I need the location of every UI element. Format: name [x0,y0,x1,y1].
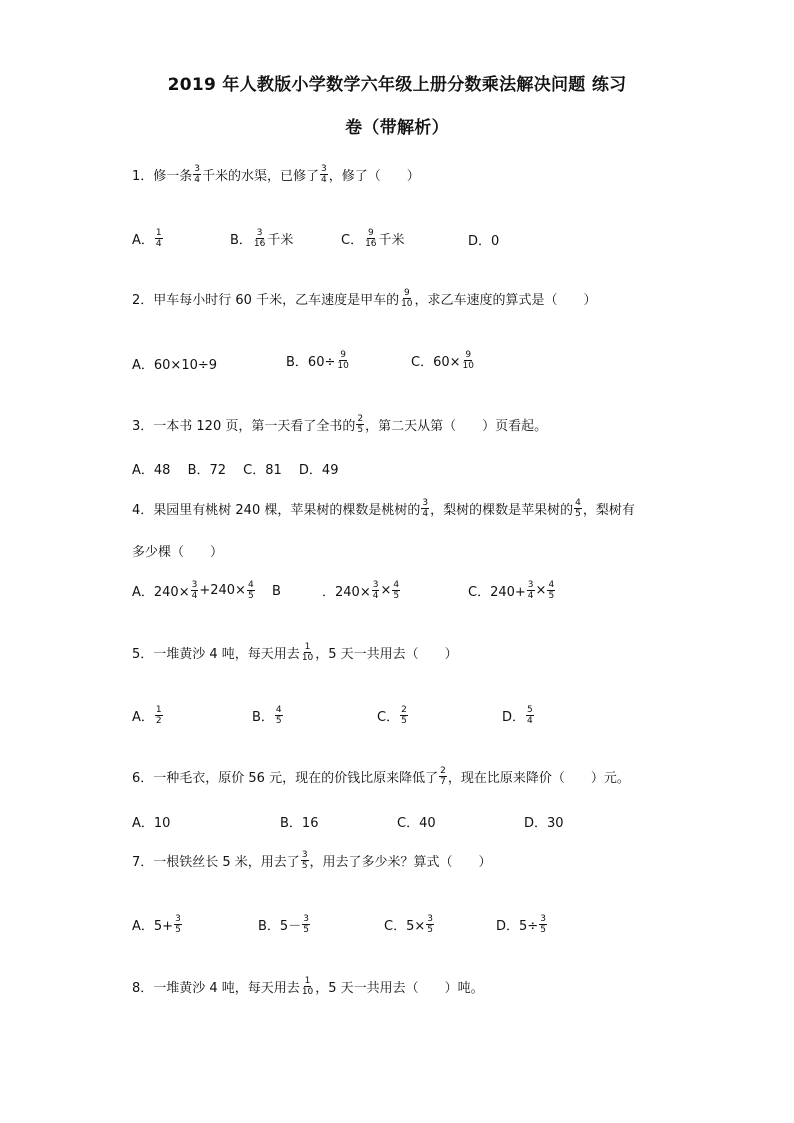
text-segment: D．30 [524,816,564,831]
fraction-numerator: 1 [304,976,311,986]
fraction-numerator: 3 [256,228,263,238]
fraction-numerator: 3 [540,914,546,924]
fraction [253,228,266,249]
fraction [336,350,349,371]
text-segment: ，现在比原来降价（ ）元。 [447,771,630,786]
fraction-numerator: 4 [548,580,555,590]
fraction [301,976,314,997]
fraction [574,498,582,519]
fraction-denominator: 5 [401,716,407,726]
fraction-denominator: 10 [301,653,314,663]
text-segment: B [272,584,281,599]
fraction-numerator: 1 [155,228,162,238]
fraction-numerator: 3 [303,914,309,924]
text-segment: D．0 [468,234,500,249]
page-title-line-1: 2019 年人教版小学数学六年级上册分数乘法解决问题 练习 [167,75,627,95]
text-segment: × [535,583,547,598]
fraction-denominator: 4 [527,716,533,726]
fraction-denominator: 5 [357,425,364,435]
text-segment: C． [341,233,364,248]
fraction-denominator: 4 [191,591,198,601]
fraction-denominator: 5 [301,861,308,871]
fraction-numerator: 3 [175,914,181,924]
text-segment: ，第二天从第（ ）页看起。 [365,419,548,434]
fraction-denominator: 10 [301,987,314,997]
text-segment: ，求乙车速度的算式是（ ） [414,293,597,308]
question-7-option-a [132,914,183,935]
question-1-option-d [468,230,499,249]
fraction [526,705,534,726]
question-7-option-b [258,914,311,935]
fraction-denominator: 4 [155,239,162,249]
fraction [275,705,283,726]
text-segment: ，梨树的棵数是苹果树的 [430,503,574,518]
fraction-numerator: 9 [340,350,346,360]
fraction-numerator: 1 [304,642,311,652]
fraction-denominator: 4 [422,509,429,519]
fraction-numerator: 9 [403,288,410,298]
fraction-denominator: 5 [427,925,433,935]
text-segment: B．16 [280,816,319,831]
text-segment: × [380,583,392,598]
fraction [400,705,408,726]
text-segment: 千米 [267,233,294,248]
fraction-denominator: 4 [321,175,327,185]
text-segment: A．5+ [132,919,174,934]
fraction [364,228,377,249]
question-4-option-b-formula [322,580,401,601]
fraction [301,850,309,871]
fraction-denominator: 5 [175,925,181,935]
question-6-option-c [397,812,436,831]
fraction [174,914,182,935]
question-5-stem [132,642,458,663]
text-segment: A．240× [132,585,190,600]
question-7-stem [132,850,492,871]
text-segment: 7．一根铁丝长 5 米，用去了 [132,855,300,870]
fraction-numerator: 3 [372,580,379,590]
fraction [372,580,380,601]
question-5-option-d [502,705,535,726]
fraction-numerator: 2 [440,766,446,776]
fraction-numerator: 5 [527,705,533,715]
fraction-denominator: 4 [194,175,201,185]
question-5-option-b [252,705,284,726]
fraction-denominator: 2 [155,716,162,726]
text-segment: D． [502,710,526,725]
question-3-options: A．48 B．72 C．81 D．49 [132,463,339,478]
fraction-numerator: 4 [575,498,581,508]
question-6-option-a [132,812,170,831]
text-segment: 1．修一条 [132,169,193,184]
question-6-option-d [524,812,564,831]
question-5-option-a [132,705,164,726]
fraction [426,914,434,935]
fraction-numerator: 3 [191,580,198,590]
fraction-numerator: 9 [367,228,374,238]
fraction [356,414,364,435]
text-segment: ，梨树有 [582,503,635,518]
fraction-numerator: 3 [301,850,308,860]
question-1-option-b [230,228,293,249]
text-segment: 3．一本书 120 页，第一天看了全书的 [132,419,356,434]
text-segment: 8．一堆黄沙 4 吨，每天用去 [132,981,300,996]
fraction [302,914,310,935]
fraction-numerator: 9 [465,350,472,360]
fraction-numerator: 3 [427,914,433,924]
fraction-denominator: 7 [440,777,446,787]
fraction-numerator: 4 [275,705,282,715]
fraction-denominator: 5 [247,591,254,601]
text-segment: B．5－ [258,919,302,934]
question-1-stem [132,164,420,185]
text-segment: A． [132,710,154,725]
text-segment: B． [252,710,274,725]
question-2-option-c [411,350,476,371]
text-segment: ，5 天一共用去（ ） [315,647,458,662]
fraction-denominator: 10 [462,361,474,371]
fraction-denominator: 5 [275,716,282,726]
fraction [527,580,535,601]
fraction-denominator: 10 [337,361,349,371]
fraction [155,228,163,249]
fraction-numerator: 4 [393,580,400,590]
fraction-numerator: 1 [155,705,162,715]
fraction-denominator: 4 [372,591,379,601]
text-segment: D．5÷ [496,919,539,934]
question-4-option-c [468,580,556,601]
fraction [439,766,447,787]
question-3-stem [132,414,547,435]
fraction-denominator: 5 [303,925,309,935]
fraction-numerator: 3 [422,498,429,508]
question-1-option-a [132,228,164,249]
text-segment: 千米 [378,233,405,248]
fraction-denominator: 5 [575,509,581,519]
question-4-option-a [132,580,256,601]
fraction [320,164,328,185]
page-title-line-2: 卷（带解析） [345,118,449,138]
question-7-option-d [496,914,548,935]
text-segment: ，5 天一共用去（ ）吨。 [315,981,484,996]
question-4-stem-continued: 多少棵（ ） [132,545,224,560]
fraction [547,580,555,601]
text-segment: 6．一种毛衣，原价 56 元，现在的价钱比原来降低了 [132,771,439,786]
text-segment: 千米的水渠，已修了 [202,169,320,184]
fraction [400,288,413,309]
fraction-numerator: 4 [247,580,254,590]
question-5-option-c [377,705,409,726]
text-segment: 2．甲车每小时行 60 千米，乙车速度是甲车的 [132,293,400,308]
text-segment: C．5× [384,919,426,934]
question-2-option-a [132,354,217,373]
question-2-stem [132,288,597,309]
text-segment: C．60× [411,355,461,370]
fraction-numerator: 3 [321,164,327,174]
fraction-denominator: 16 [253,239,266,249]
text-segment: A．10 [132,816,171,831]
question-1-option-c [341,228,405,249]
text-segment: A．60×10÷9 [132,358,218,373]
text-segment: C． [377,710,400,725]
fraction [462,350,475,371]
fraction-numerator: 3 [194,164,201,174]
text-segment: ，修了（ ） [328,169,420,184]
question-2-option-b [286,350,351,371]
text-segment: ．240× [322,585,371,600]
fraction-denominator: 5 [540,925,546,935]
fraction-numerator: 2 [357,414,364,424]
question-6-option-b [280,812,318,831]
fraction [155,705,163,726]
text-segment: C．40 [397,816,436,831]
fraction [539,914,547,935]
text-segment: C．240+ [468,585,526,600]
fraction-denominator: 10 [401,299,413,309]
text-segment: B．60÷ [286,355,336,370]
question-8-stem [132,976,484,997]
fraction-denominator: 4 [527,591,534,601]
text-segment: +240× [199,583,246,598]
question-7-option-c [384,914,435,935]
fraction [193,164,201,185]
fraction [392,580,400,601]
text-segment: A． [132,233,154,248]
fraction [191,580,199,601]
fraction [421,498,429,519]
question-4-option-b [272,584,281,599]
text-segment: B． [230,233,252,248]
fraction [247,580,255,601]
fraction-numerator: 3 [527,580,534,590]
fraction-numerator: 2 [401,705,407,715]
text-segment: 4．果园里有桃树 240 棵，苹果树的棵数是桃树的 [132,503,421,518]
text-segment: ，用去了多少米？算式（ ） [309,855,492,870]
fraction-denominator: 16 [365,239,377,249]
fraction-denominator: 5 [548,591,555,601]
question-4-stem [132,498,635,519]
text-segment: 5．一堆黄沙 4 吨，每天用去 [132,647,300,662]
fraction-denominator: 5 [393,591,400,601]
question-6-stem [132,766,630,787]
fraction [301,642,314,663]
